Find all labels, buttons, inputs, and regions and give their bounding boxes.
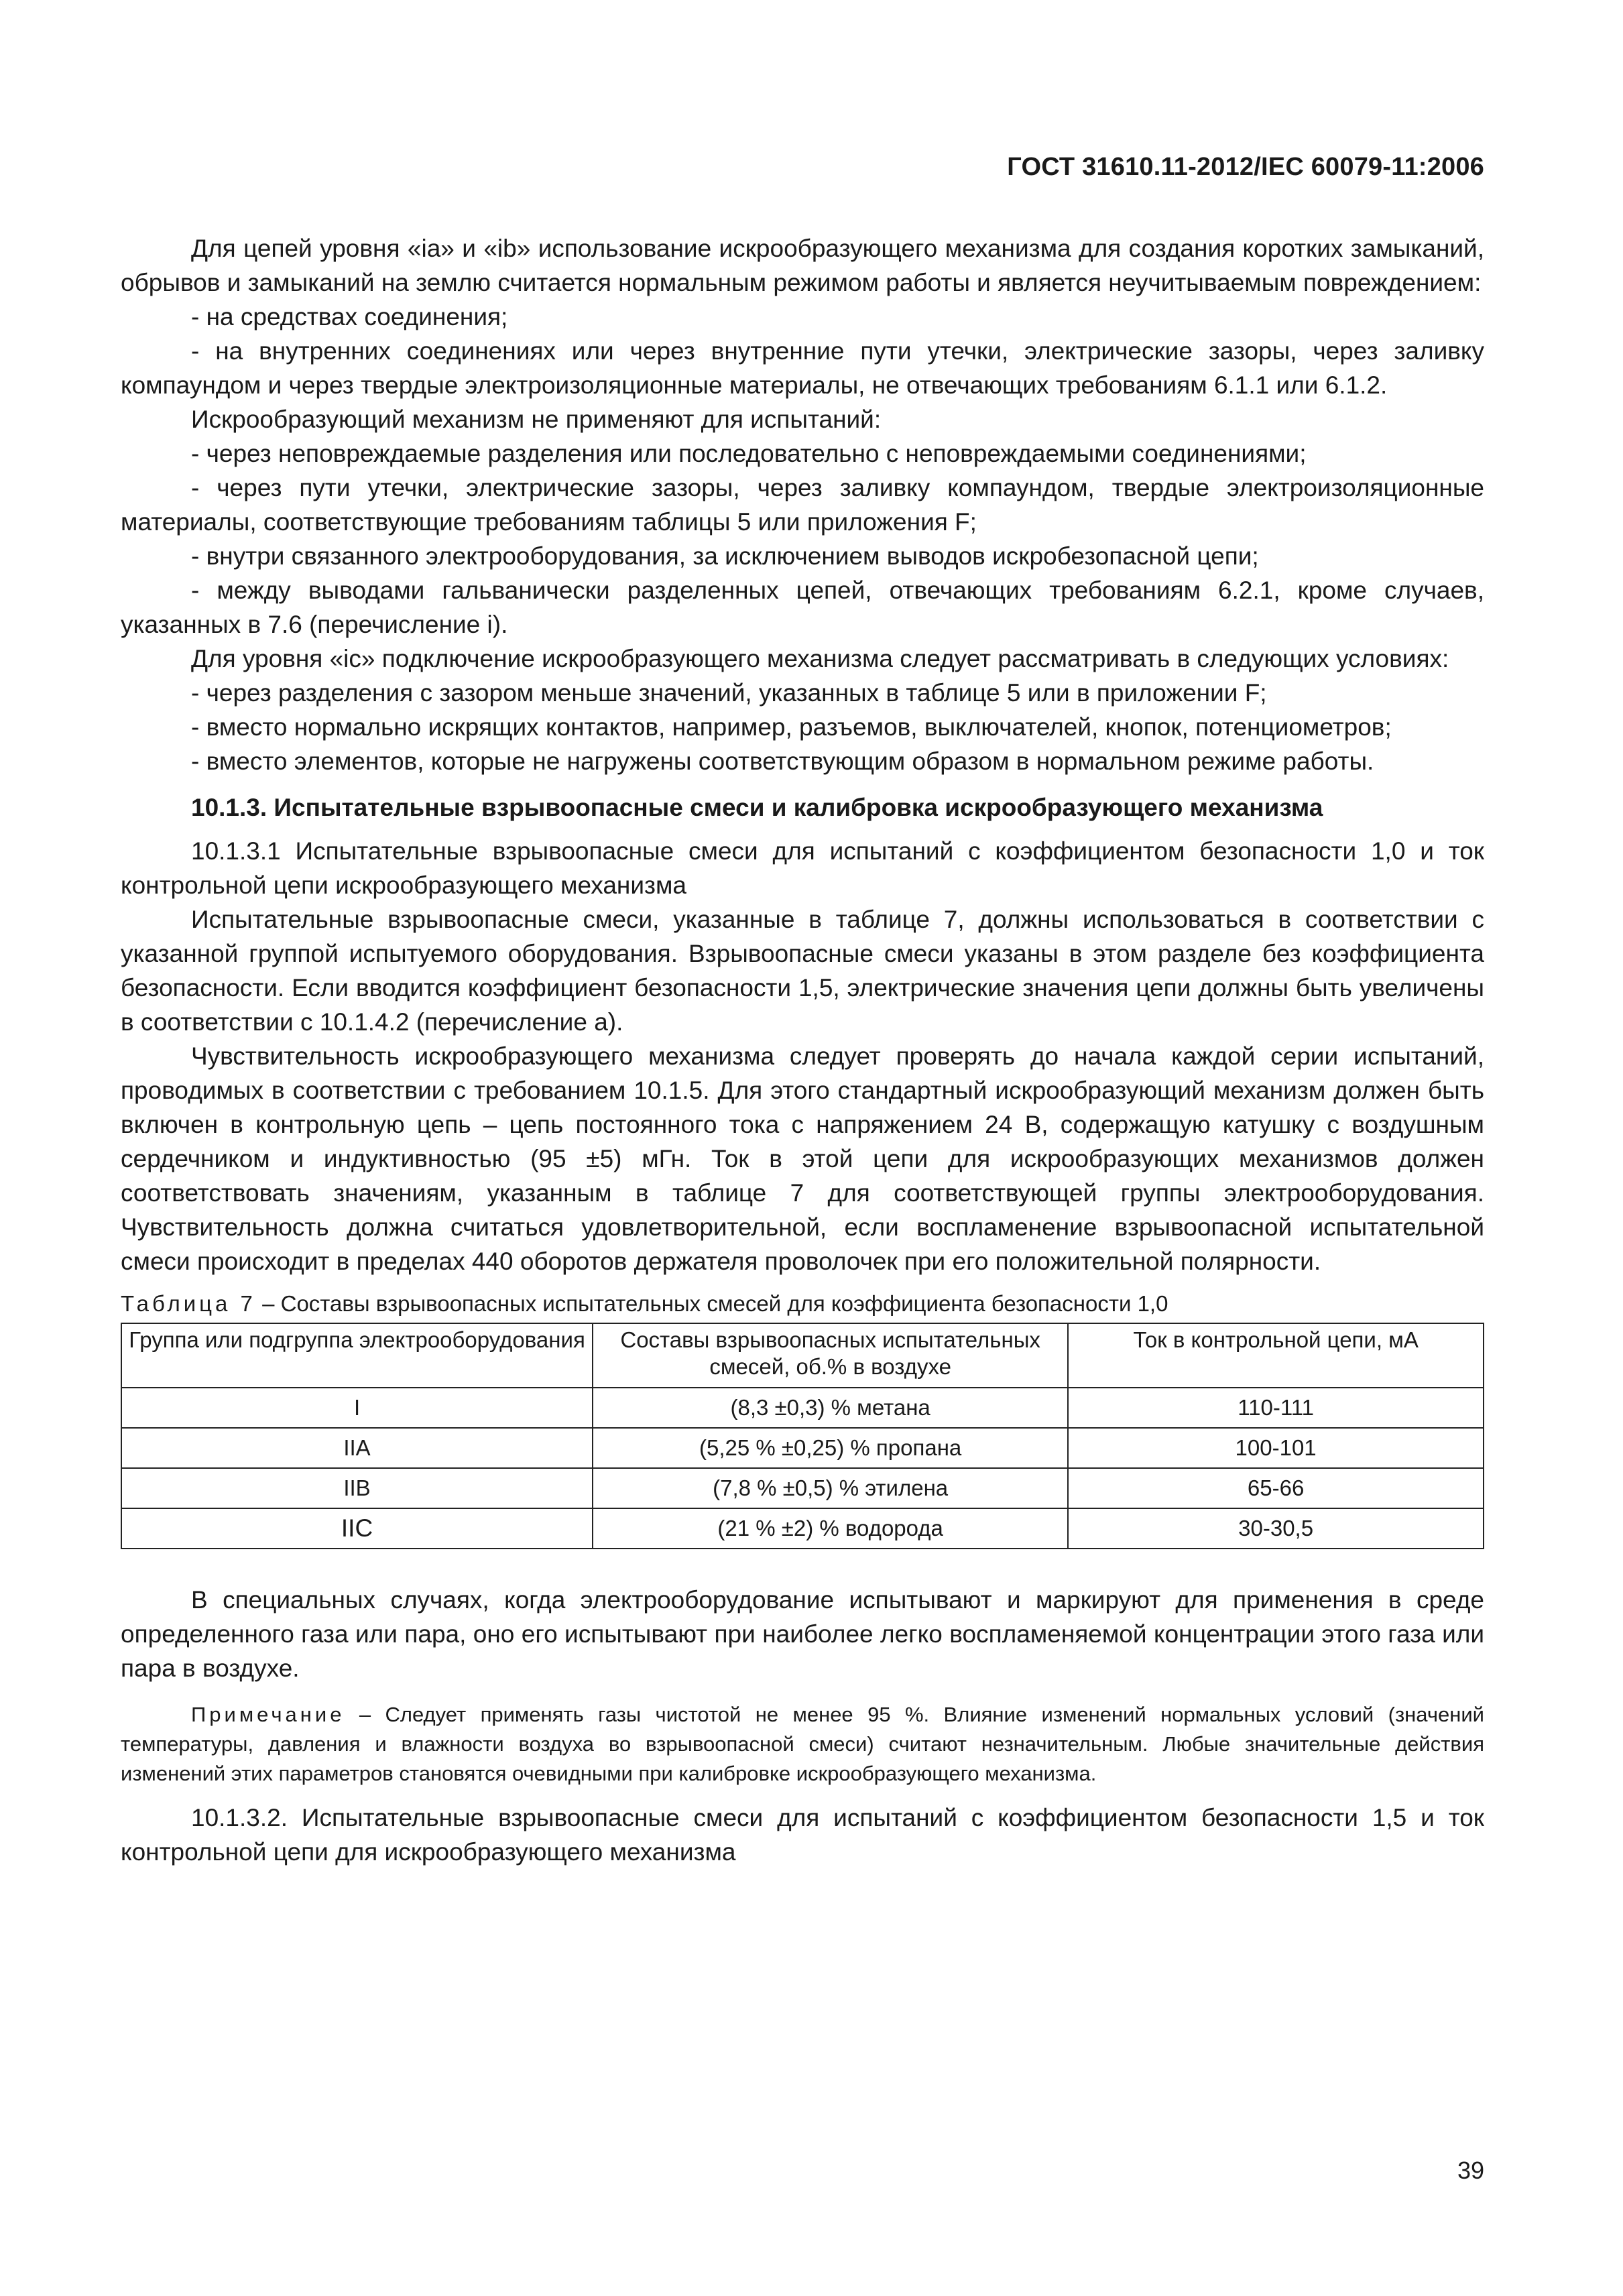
table-caption-text: – Составы взрывоопасных испытательных смесей для коэффициента безопасности 1,0 bbox=[255, 1291, 1168, 1316]
table-cell-mixture: (7,8 % ±0,5) % этилена bbox=[593, 1468, 1068, 1508]
list-item: - вместо нормально искрящих контактов, например, разъемов, выключателей, кнопок, потенциометров; bbox=[191, 713, 1392, 741]
table-cell-group: IIA bbox=[121, 1428, 593, 1468]
paragraph: В специальных случаях, когда электрооборудование испытывают и маркируют для применения в среде определенного газа или пара, оно его испытывают при наиболее легко воспламеняемой концентрации этого газа или пара в воздухе. bbox=[121, 1586, 1484, 1682]
table-cell-current: 100-101 bbox=[1068, 1428, 1484, 1468]
paragraph: Испытательные взрывоопасные смеси, указанные в таблице 7, должны использоваться в соответствии с указанной группой испытуемого оборудования. Взрывоопасные смеси указаны в этом разделе без коэффициента безопасности. Если вводится коэффициент безопасности 1,5, электрические значения цепи должны быть увеличены в соответствии с 10.1.4.2 (перечисление а). bbox=[121, 906, 1484, 1036]
table-row bbox=[121, 1428, 1484, 1468]
table-row bbox=[121, 1468, 1484, 1508]
table-header-row bbox=[121, 1323, 1484, 1388]
table-cell-group: IIB bbox=[121, 1468, 593, 1508]
table-header-cell: Группа или подгруппа электрооборудования bbox=[121, 1323, 593, 1388]
table-header-cell: Составы взрывоопасных испытательных смесей, об.% в воздухе bbox=[593, 1323, 1068, 1388]
table-row bbox=[121, 1508, 1484, 1549]
list-item: - на внутренних соединениях или через внутренние пути утечки, электрические зазоры, через заливку компаундом и через твердые электроизоляционные материалы, не отвечающих требованиям 6.1.1 или 6.1.2. bbox=[121, 337, 1484, 399]
paragraph: 10.1.3.2. Испытательные взрывоопасные смеси для испытаний с коэффициентом безопасности 1,5 и ток контрольной цепи для искрообразующего механизма bbox=[121, 1804, 1484, 1866]
note-label: Примечание bbox=[191, 1703, 345, 1726]
table-cell-current: 110-111 bbox=[1068, 1388, 1484, 1428]
paragraph: Для цепей уровня «ia» и «ib» использование искрообразующего механизма для создания коротких замыканий, обрывов и замыканий на землю считается нормальным режимом работы и является неучитываемым повреждением: bbox=[121, 235, 1484, 296]
table-cell-mixture: (21 % ±2) % водорода bbox=[593, 1508, 1068, 1549]
table-header-cell: Ток в контрольной цепи, мА bbox=[1068, 1323, 1484, 1388]
paragraph: 10.1.3.1 Испытательные взрывоопасные смеси для испытаний с коэффициентом безопасности 1,0 и ток контрольной цепи искрообразующего механизма bbox=[121, 837, 1484, 899]
list-item: - между выводами гальванически разделенных цепей, отвечающих требованиям 6.2.1, кроме случаев, указанных в 7.6 (перечисление i). bbox=[121, 577, 1484, 638]
paragraph: Для уровня «ic» подключение искрообразующего механизма следует рассматривать в следующих условиях: bbox=[191, 645, 1449, 672]
note-text: – Следует применять газы чистотой не менее 95 %. Влияние изменений нормальных условий (значений температуры, давления и влажности воздуха во взрывоопасной смеси) считают незначительным. Любые значительные действия изменений этих параметров становятся очевидными при калибровке искрообразующего механизма. bbox=[121, 1703, 1484, 1785]
table-caption-label: Таблица 7 bbox=[121, 1291, 256, 1316]
document-body bbox=[121, 231, 1484, 1869]
table-cell-current: 30-30,5 bbox=[1068, 1508, 1484, 1549]
document-header: ГОСТ 31610.11-2012/IEC 60079-11:2006 bbox=[1007, 153, 1484, 181]
table-cell-group: I bbox=[121, 1388, 593, 1428]
mixtures-table bbox=[121, 1323, 1484, 1549]
table-row bbox=[121, 1388, 1484, 1428]
list-item: - внутри связанного электрооборудования, за исключением выводов искробезопасной цепи; bbox=[191, 542, 1259, 570]
page-number: 39 bbox=[1457, 2157, 1484, 2184]
table-cell-current: 65-66 bbox=[1068, 1468, 1484, 1508]
list-item: - через пути утечки, электрические зазоры, через заливку компаундом, твердые электроизоляционные материалы, соответствующие требованиям таблицы 5 или приложения F; bbox=[121, 474, 1484, 536]
table-cell-mixture: (8,3 ±0,3) % метана bbox=[593, 1388, 1068, 1428]
table-caption bbox=[121, 1289, 1484, 1319]
list-item: - вместо элементов, которые не нагружены соответствующим образом в нормальном режиме работы. bbox=[191, 747, 1374, 775]
note bbox=[121, 1700, 1484, 1789]
table-cell-mixture: (5,25 % ±0,25) % пропана bbox=[593, 1428, 1068, 1468]
list-item: - через неповреждаемые разделения или последовательно с неповреждаемыми соединениями; bbox=[191, 440, 1307, 467]
list-item: - через разделения с зазором меньше значений, указанных в таблице 5 или в приложении F; bbox=[191, 679, 1267, 707]
paragraph: Чувствительность искрообразующего механизма следует проверять до начала каждой серии испытаний, проводимых в соответствии с требованием 10.1.5. Для этого стандартный искрообразующий механизм должен быть включен в контрольную цепь – цепь постоянного тока с напряжением 24 В, содержащую катушку с воздушным сердечником и индуктивностью (95 ±5) мГн. Ток в этой цепи для искрообразующих механизмов должен соответствовать значениям, указанным в таблице 7 для соответствующей группы электрооборудования. Чувствительность должна считаться удовлетворительной, если воспламенение взрывоопасной испытательной смеси происходит в пределах 440 оборотов держателя проволочек при его положительной полярности. bbox=[121, 1042, 1484, 1275]
table-cell-group: IIC bbox=[121, 1508, 593, 1549]
paragraph: Искрообразующий механизм не применяют для испытаний: bbox=[191, 406, 882, 433]
section-heading: 10.1.3. Испытательные взрывоопасные смеси и калибровка искрообразующего механизма bbox=[191, 794, 1323, 821]
list-item: - на средствах соединения; bbox=[191, 303, 508, 330]
